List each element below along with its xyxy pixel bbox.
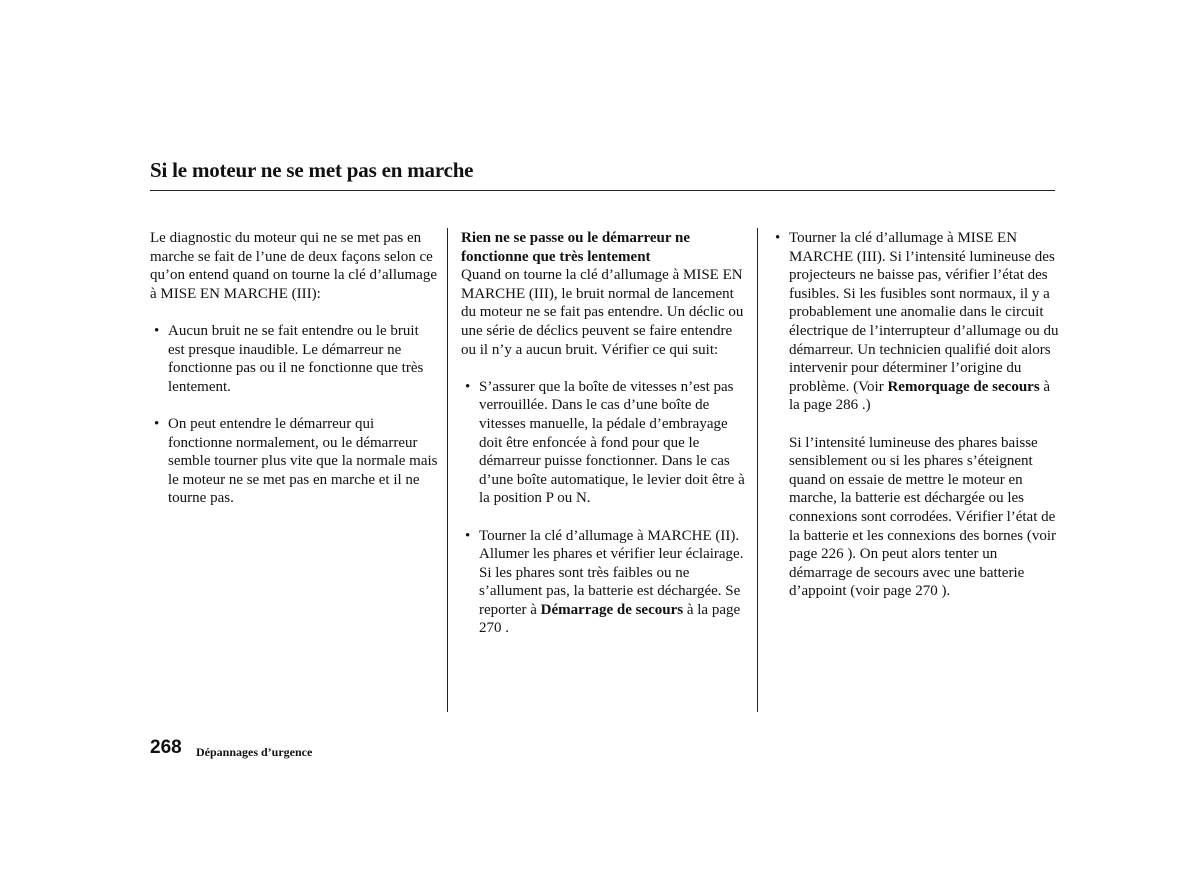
battery-paragraph: Si l’intensité lumineuse des phares baisse sensiblement ou si les phares s’éteignent quand on essaie de mettre le moteur en marche, la batterie est déchargée ou les connexions sont corrodées. Vérifier l’état de la batterie et les connexions des bornes (voir page 226 ). On peut alors tenter un démarrage de secours avec une batterie d’appoint (voir page 270 ). xyxy=(789,434,1056,600)
bullet-text: Aucun bruit ne se fait entendre ou le bruit est presque inaudible. Le démarreur ne fonctionne pas ou il ne fonctionne que très lentement. xyxy=(168,322,424,395)
intro-paragraph: Le diagnostic du moteur qui ne se met pas en marche se fait de l’une de deux façons selon ce qu’on entend quand on tourne la clé d’allumage à MISE EN MARCHE (III): xyxy=(150,230,437,302)
bullet-text xyxy=(789,229,1061,415)
bullet-transmission xyxy=(461,378,747,508)
page-reference: à la page 270 . xyxy=(479,601,741,637)
column-1 xyxy=(150,229,438,508)
bullet-text xyxy=(479,527,747,639)
bullet-fuses xyxy=(771,229,1061,415)
bullet-body: Tourner la clé d’allumage à MARCHE (II). Allumer les phares et vérifier leur éclairage. Si les phares sont très faibles ou ne s’allument pas, la batterie est déchargée. Se reporter à xyxy=(479,527,744,618)
column-2 xyxy=(461,229,747,638)
bullet-dot-icon: • xyxy=(465,378,471,395)
bullet-dot-icon: • xyxy=(775,230,781,246)
bullet-text: S’assurer que la boîte de vitesses n’est pas verrouillée. Dans le cas d’une boîte de vitesses manuelle, la pédale d’embrayage doit être enfoncée à fond pour que le démarreur puisse fonctionner. Dans le cas d’une boîte automatique, le levier doit être à la position P ou N. xyxy=(479,378,745,507)
column-3 xyxy=(771,229,1061,601)
column-divider-2 xyxy=(757,228,758,712)
bullet-no-sound xyxy=(150,322,438,396)
section-heading: Rien ne se passe ou le démarreur ne fonctionne que très lentement xyxy=(461,230,691,265)
page-title: Si le moteur ne se met pas en marche xyxy=(150,158,474,182)
towing-link[interactable]: Remorquage de secours xyxy=(887,378,1040,395)
bullet-dot-icon: • xyxy=(154,322,160,339)
bullet-dot-icon: • xyxy=(154,415,160,432)
section-footer-label: Dépannages d’urgence xyxy=(196,745,313,759)
bullet-headlights xyxy=(461,527,747,639)
bullet-dot-icon: • xyxy=(465,527,471,544)
page-reference: à la page 286 .) xyxy=(789,378,1051,414)
jump-start-link[interactable]: Démarrage de secours xyxy=(540,601,684,618)
section-body: Quand on tourne la clé d’allumage à MISE EN MARCHE (III), le bruit normal de lancement du moteur ne se fait pas entendre. Un déclic ou une série de déclics peuvent se faire entendre ou il n’y a aucun bruit. Vérifier ce qui suit: xyxy=(461,267,744,358)
bullet-starter-runs xyxy=(150,415,438,508)
bullet-body: Tourner la clé d’allumage à MISE EN MARCHE (III). Si l’intensité lumineuse des projecteurs ne baisse pas, vérifier l’état des fusibles. Si les fusibles sont normaux, il y a probablement une anomalie dans le circuit électrique de l’interrupteur d’allumage ou du démarreur. Un technicien qualifié doit alors intervenir pour déterminer l’origine du problème. (Voir xyxy=(789,230,1059,395)
column-divider-1 xyxy=(447,228,448,712)
page-number: 268 xyxy=(150,737,182,758)
title-rule xyxy=(150,190,1055,191)
bullet-text: On peut entendre le démarreur qui fonctionne normalement, ou le démarreur semble tourner plus vite que la normale mais le moteur ne se met pas en marche et il ne tourne pas. xyxy=(168,415,438,507)
